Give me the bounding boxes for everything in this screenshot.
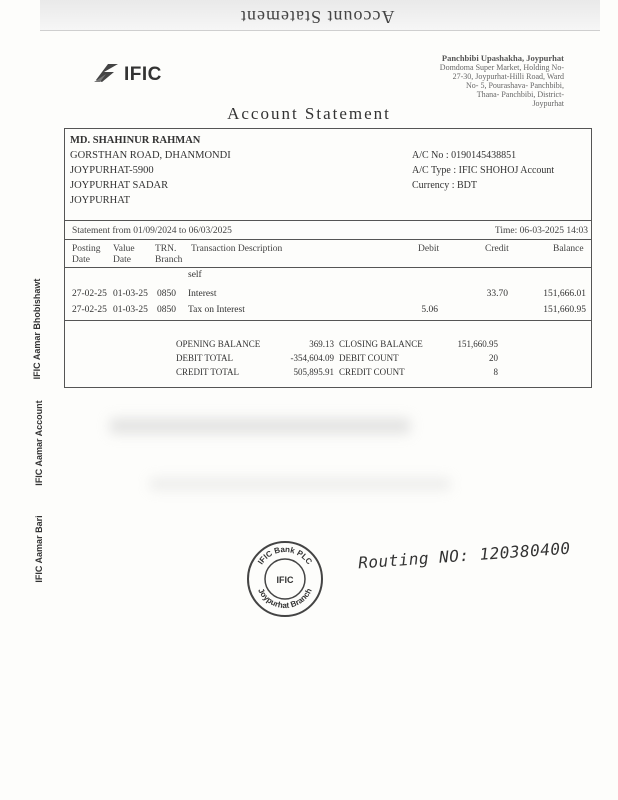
ific-logo-icon xyxy=(92,60,122,84)
customer-address-line: GORSTHAN ROAD, DHANMONDI xyxy=(70,150,231,161)
credit-count-label: CREDIT COUNT xyxy=(339,367,405,377)
mirrored-heading: Account Statement xyxy=(240,7,395,27)
posting-date: 27-02-25 xyxy=(72,305,107,315)
opening-balance-value: 369.13 xyxy=(309,339,334,349)
branch-address-line: Domdoma Super Market, Holding No- xyxy=(439,63,564,72)
customer-name: MD. SHAHINUR RAHMAN xyxy=(70,135,201,146)
debit-amount: 5.06 xyxy=(421,305,438,315)
customer-block xyxy=(70,133,231,208)
seal-bottom-text: Joypurhat Branch xyxy=(256,586,314,611)
closing-balance-label: CLOSING BALANCE xyxy=(339,339,423,349)
branch-address-line: Thana- Panchbibi, District- xyxy=(476,90,564,99)
customer-address-line: JOYPURHAT SADAR xyxy=(70,180,169,191)
header-text: Value xyxy=(113,244,135,254)
branch-address-line: No- 5, Pourashava- Panchbibi, xyxy=(466,81,564,90)
branch-name: Panchbibi Upashakha, Joypurhat xyxy=(441,53,564,63)
value-date: 01-03-25 xyxy=(113,305,148,315)
scan-smudge xyxy=(110,418,410,434)
bank-seal-stamp xyxy=(246,540,324,618)
debit-total-label: DEBIT TOTAL xyxy=(176,353,234,363)
handwritten-routing-number: Routing NO: 120380400 xyxy=(357,538,572,573)
side-label-account: IFIC Aamar Account xyxy=(34,400,44,486)
account-type: A/C Type : IFIC SHOHOJ Account xyxy=(412,165,555,176)
transaction-description: Interest xyxy=(188,289,217,299)
col-header-value xyxy=(113,244,135,266)
transaction-description: Tax on Interest xyxy=(188,305,245,315)
col-header-posting xyxy=(72,244,101,266)
balance-amount: 151,660.95 xyxy=(543,305,586,315)
divider-line xyxy=(64,320,592,321)
trn-branch: 0850 xyxy=(157,289,176,299)
col-header-description: Transaction Description xyxy=(191,244,283,254)
divider-line xyxy=(64,239,592,240)
account-number: A/C No : 0190145438851 xyxy=(412,150,517,161)
branch-address xyxy=(396,54,564,108)
col-header-debit: Debit xyxy=(418,244,440,254)
col-header-branch xyxy=(155,244,182,266)
divider-line xyxy=(64,220,592,221)
scan-smudge xyxy=(150,478,450,490)
posting-date: 27-02-25 xyxy=(72,289,107,299)
ific-logo-text: IFIC xyxy=(124,64,162,85)
branch-address-line: Joypurhat xyxy=(532,99,564,108)
debit-count-value: 20 xyxy=(489,353,498,363)
header-text: Branch xyxy=(155,255,183,265)
seal-top-text: IFIC Bank PLC xyxy=(256,544,314,567)
credit-total-label: CREDIT TOTAL xyxy=(176,367,240,377)
document-title: Account Statement xyxy=(227,104,391,123)
side-label-bhobishawt: IFIC Aamar Bhobishawt xyxy=(32,278,42,380)
statement-time: Time: 06-03-2025 14:03 xyxy=(494,226,588,236)
header-text: Date xyxy=(72,255,90,265)
header-text: Date xyxy=(113,255,131,265)
credit-total-value: 505,895.91 xyxy=(293,367,334,377)
value-date: 01-03-25 xyxy=(113,289,148,299)
credit-count-value: 8 xyxy=(493,367,498,377)
header-text: Posting xyxy=(72,244,101,254)
account-info xyxy=(412,148,554,193)
side-label-bari: IFIC Aamar Bari xyxy=(34,515,44,583)
divider-line xyxy=(64,267,592,268)
debit-count-label: DEBIT COUNT xyxy=(339,353,399,363)
balance-amount: 151,666.01 xyxy=(543,289,586,299)
col-header-balance: Balance xyxy=(553,244,584,254)
branch-address-line: 27-30, Joypurhat-Hilli Road, Ward xyxy=(452,72,564,81)
seal-center-text: IFIC xyxy=(276,575,294,585)
account-currency: Currency : BDT xyxy=(412,180,477,191)
header-text: TRN. xyxy=(155,244,177,254)
statement-period: Statement from 01/09/2024 to 06/03/2025 xyxy=(72,226,232,236)
col-header-credit: Credit xyxy=(485,244,509,254)
credit-amount: 33.70 xyxy=(486,289,508,299)
closing-balance-value: 151,660.95 xyxy=(457,339,498,349)
description-note: self xyxy=(188,270,202,280)
trn-branch: 0850 xyxy=(157,305,176,315)
debit-total-value: -354,604.09 xyxy=(290,353,334,363)
customer-address-line: JOYPURHAT-5900 xyxy=(70,165,154,176)
opening-balance-label: OPENING BALANCE xyxy=(176,339,261,349)
customer-address-line: JOYPURHAT xyxy=(70,195,131,206)
